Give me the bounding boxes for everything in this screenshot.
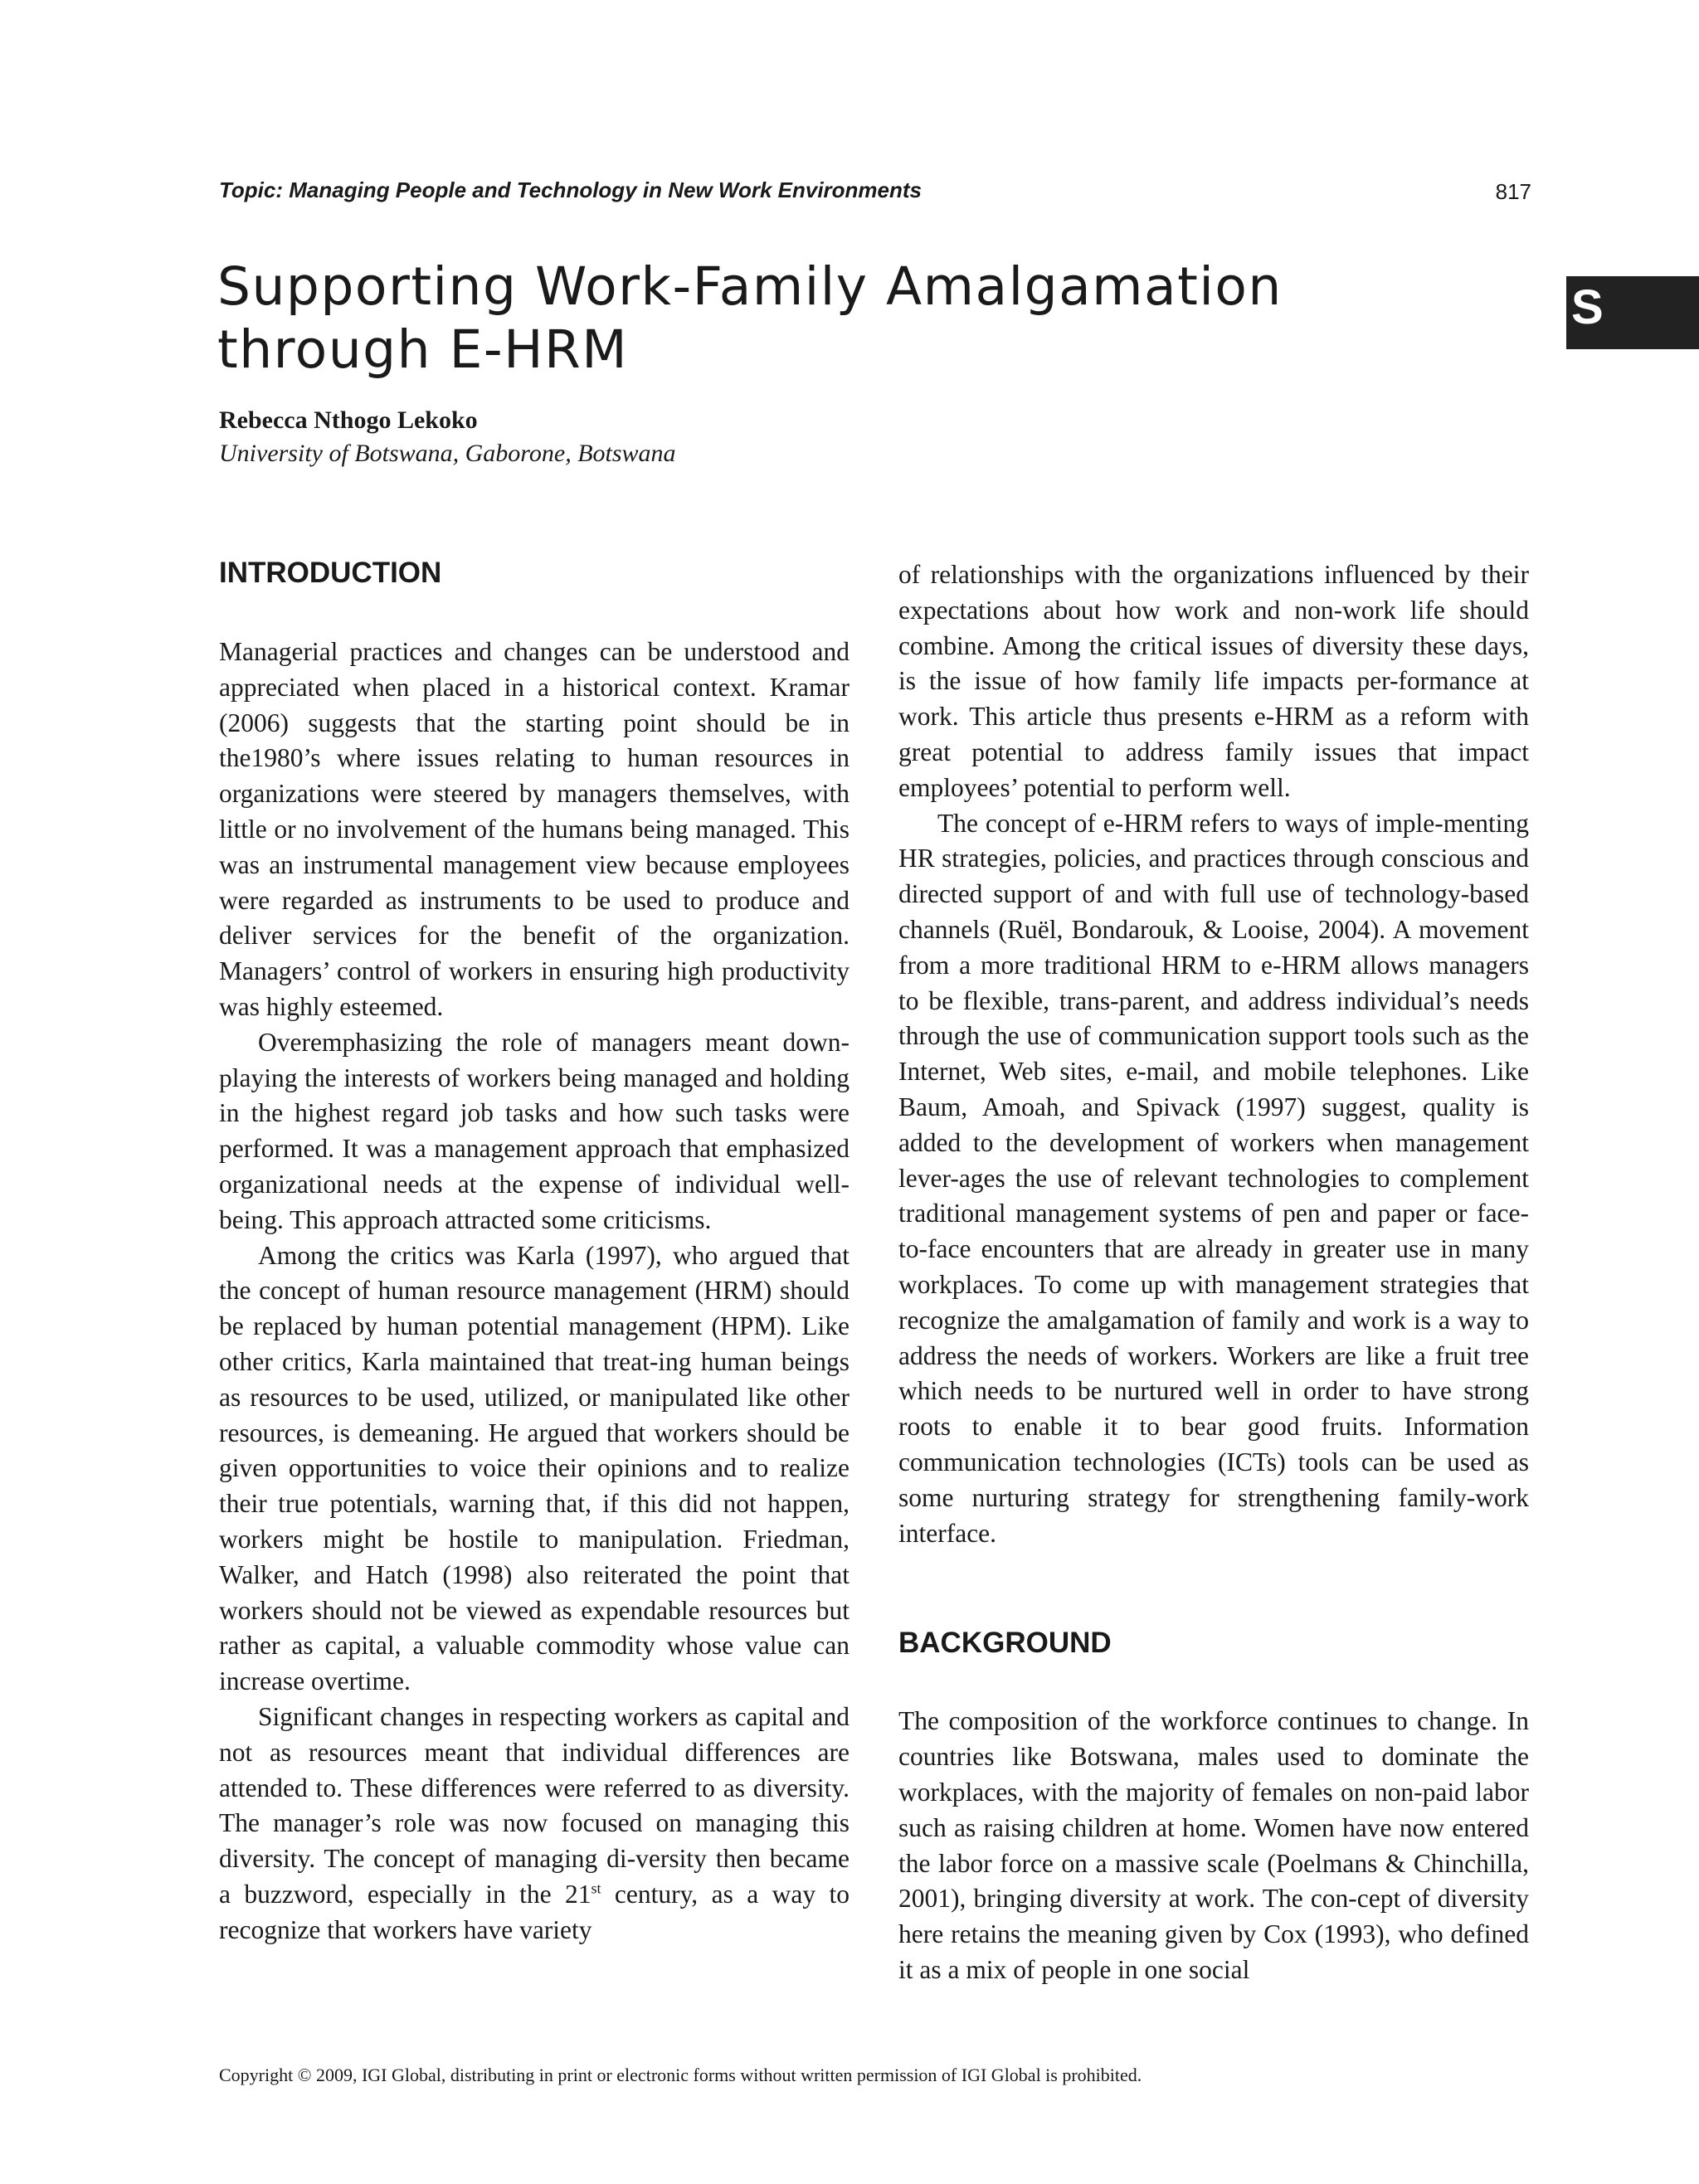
background-paragraph-1: The composition of the workforce continues to change. In countries like Botswana, males used to dominate the workplaces, with the majority of females on non-paid labor such as raising children at home. Women have now entered the labor force on a massive scale (Poelmans & Chinchilla, 2001), bringing diversity at work. The con-cept of diversity here retains the meaning given by Cox (1993), who defined it as a mix of people in one social [898,1706,1529,1984]
background-heading: BACKGROUND [898,1627,1112,1660]
author-name: Rebecca Nthogo Lekoko [219,406,478,434]
superscript-st: st [591,1880,601,1897]
intro-paragraph-4-text-a: Significant changes in respecting workers as capital and not as resources meant that individual differences are attended to. These differences were referred to as diversity. The manager’s role was now focused on managing this diversity. The concept of managing di-versity then became a buzzword, especially in the 21 [219,1701,850,1909]
left-column [219,556,850,1948]
author-affiliation: University of Botswana, Gaborone, Botswana [219,440,676,467]
intro-paragraph-4 [219,1700,850,1948]
article-title [217,255,1283,382]
intro-paragraph-5: of relationships with the organizations influenced by their expectations about how work and non-work life should combine. Among the critical issues of diversity these days, is the issue of how family life impacts per-formance at work. This article thus presents e-HRM as a reform with great potential to address family issues that impact employees’ potential to perform well. [898,560,1529,802]
copyright-footer: Copyright © 2009, IGI Global, distributing in print or electronic forms without written permission of IGI Global is prohibited. [219,2065,1142,2085]
article-title-line-1: Supporting Work-Family Amalgamation [217,256,1283,317]
section-tab-letter: S [1571,280,1604,334]
intro-paragraph-2: Overemphasizing the role of managers meant down-playing the interests of workers being managed and holding in the highest regard job tasks and how such tasks were performed. It was a management approach that emphasized organizational needs at the expense of individual well-being. This approach attracted some criticisms. [219,1027,850,1234]
page-number: 817 [1495,179,1531,204]
intro-paragraph-4-text-b: century, as a way to recognize that workers have variety [219,1879,850,1944]
running-header-topic: Topic: Managing People and Technology in New Work Environments [219,178,923,202]
article-title-line-2: through E-HRM [217,319,629,380]
section-thumb-tab [1566,276,1699,349]
intro-paragraph-6: The concept of e-HRM refers to ways of imple-menting HR strategies, policies, and practices through conscious and directed support of and with full use of technology-based channels (Ruël, Bondarouk, & Looise, 2004). A movement from a more traditional HRM to e-HRM allows managers to be flexible, trans-parent, and address individual’s needs through the use of communication support tools such as the Internet, Web sites, e-mail, and mobile telephones. Like Baum, Amoah, and Spivack (1997) suggest, quality is added to the development of workers when management lever-ages the use of relevant technologies to complement traditional management systems of pen and paper or face-to-face encounters that are already in greater use in many workplaces. To come up with management strategies that recognize the amalgamation of family and work is a way to address the needs of workers. Workers are like a fruit tree which needs to be nurtured well in order to have strong roots to enable it to bear good fruits. Information communication technologies (ICTs) tools can be used as some nurturing strategy for strengthening family-work interface. [898,808,1529,1548]
intro-paragraph-1: Managerial practices and changes can be understood and appreciated when placed in a historical context. Kramar (2006) suggests that the starting point should be in the1980’s where issues relating to human resources in organizations were steered by managers themselves, with little or no involvement of the humans being managed. This was an instrumental management view because employees were regarded as instruments to be used to produce and deliver services for the benefit of the organization. Managers’ control of workers in ensuring high productivity was highly esteemed. [219,637,850,1021]
introduction-heading: INTRODUCTION [219,557,442,589]
right-column [898,557,1529,1988]
intro-paragraph-3: Among the critics was Karla (1997), who argued that the concept of human resource management (HRM) should be replaced by human potential management (HPM). Like other critics, Karla maintained that treat-ing human beings as resources to be used, utilized, or manipulated like other resources, is demeaning. He argued that workers should be given opportunities to voice their opinions and to realize their true potentials, warning that, if this did not happen, workers might be hostile to manipulation. Friedman, Walker, and Hatch (1998) also reiterated the point that workers should not be viewed as expendable resources but rather as capital, a valuable commodity whose value can increase overtime. [219,1240,850,1696]
